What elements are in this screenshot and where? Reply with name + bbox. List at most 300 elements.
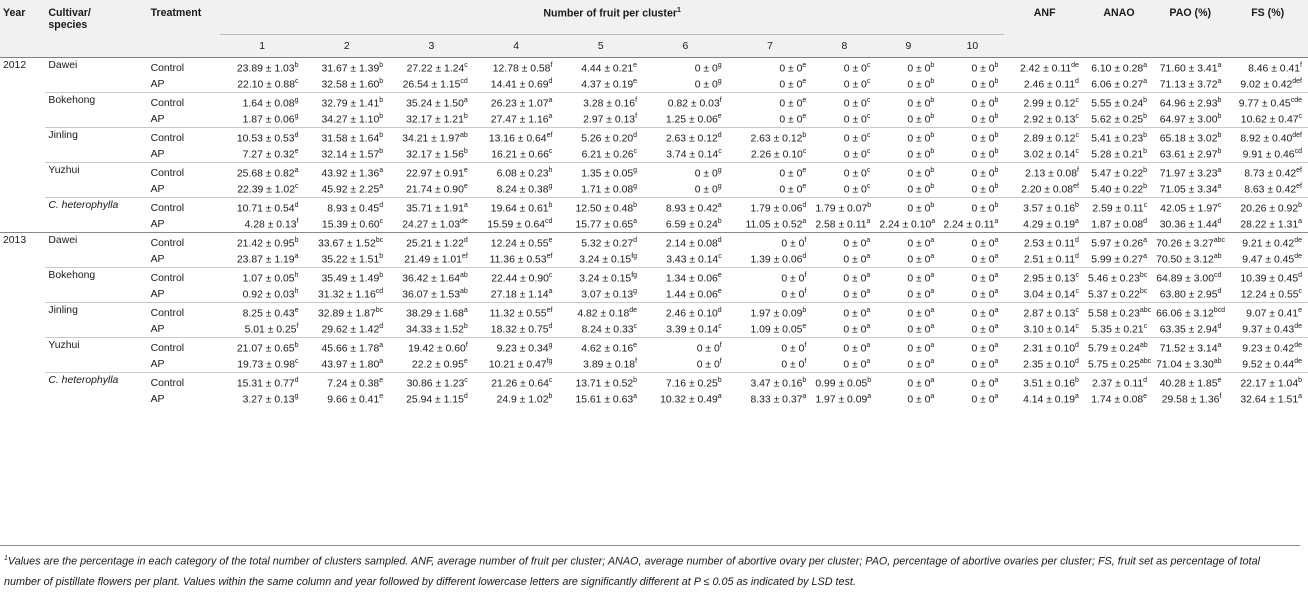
significance-letter: c (548, 271, 553, 279)
value-cell (1085, 111, 1153, 128)
significance-letter: b (379, 61, 384, 69)
value-cell (940, 356, 1004, 373)
significance-letter: f (296, 322, 299, 330)
value-cell (474, 233, 559, 252)
significance-letter: a (379, 341, 384, 349)
value-cell (1004, 93, 1085, 112)
significance-letter: a (1298, 392, 1302, 400)
significance-letter: d (379, 322, 384, 330)
value-text: 0 ± 0 (843, 238, 867, 250)
value-text: 2.13 ± 0.08 (1025, 168, 1077, 180)
value-cell (558, 216, 643, 233)
value-text: 2.87 ± 0.13 (1023, 308, 1076, 320)
value-cell (1085, 391, 1153, 407)
header-cultivar (45, 0, 147, 35)
significance-letter: c (1075, 271, 1079, 279)
value-cell (876, 93, 940, 112)
significance-letter: a (1143, 61, 1148, 69)
treatment-cell: Control (148, 128, 220, 147)
significance-letter: a (930, 287, 935, 295)
value-text: 22.97 ± 0.91 (406, 168, 464, 180)
value-cell (474, 58, 559, 77)
significance-letter: ef (546, 131, 553, 139)
treatment-cell: Control (148, 338, 220, 357)
value-cell (643, 76, 728, 93)
significance-letter: c (866, 147, 871, 155)
significance-letter: e (633, 341, 638, 349)
value-cell (876, 76, 940, 93)
value-cell (643, 128, 728, 147)
significance-letter: e (802, 96, 807, 104)
significance-letter: f (635, 96, 638, 104)
value-cell (876, 198, 940, 217)
significance-letter: g (717, 77, 722, 85)
significance-letter: a (379, 357, 384, 365)
significance-letter: b (802, 376, 807, 384)
value-text: 1.87 ± 0.08 (1091, 219, 1144, 231)
value-cell (876, 163, 940, 182)
value-cell (1153, 146, 1227, 163)
value-text: 3.43 ± 0.14 (666, 254, 719, 266)
value-cell (728, 163, 813, 182)
value-text: 12.24 ± 0.55 (1240, 289, 1299, 301)
significance-letter: g (548, 182, 553, 190)
significance-letter: d (802, 252, 807, 260)
value-cell (1227, 303, 1308, 322)
value-cell (389, 163, 474, 182)
significance-letter: b (994, 96, 999, 104)
value-text: 63.35 ± 2.94 (1159, 324, 1218, 336)
footnote-text: Values are the percentage in each category of the total number of clusters sampled. ANF, average number of fruit per cluster; ANAO, average number of abortive ovary per cluster; PAO, percentage of abortive ovaries per cluster; FS, fruit set as percentage of total number of pistillate flowers per plant. Values within the same column and year followed by different lowercase letters are significantly different at P ≤ 0.05 as indicated by LSD test. (4, 555, 1260, 588)
significance-letter: a (379, 182, 384, 190)
value-cell (643, 93, 728, 112)
significance-letter: a (930, 306, 935, 314)
significance-letter: c (866, 112, 871, 120)
value-cell (1227, 356, 1308, 373)
value-text: 0 ± 0 (907, 273, 931, 285)
significance-letter: f (1300, 61, 1302, 69)
significance-letter: b (1217, 131, 1222, 139)
significance-letter: c (1075, 96, 1079, 104)
value-text: 15.31 ± 0.77 (236, 378, 295, 390)
significance-letter: c (294, 77, 299, 85)
table-body (0, 58, 1308, 408)
value-text: 40.28 ± 1.85 (1159, 378, 1218, 390)
value-text: 0 ± 0 (907, 289, 931, 301)
value-cell (643, 111, 728, 128)
value-cell (728, 181, 813, 198)
significance-letter: c (294, 182, 299, 190)
significance-letter: b (1143, 112, 1148, 120)
significance-letter: d (1075, 357, 1079, 365)
value-cell (1227, 338, 1308, 357)
value-cell (1085, 373, 1153, 392)
value-text: 71.13 ± 3.72 (1159, 79, 1218, 91)
value-cell (558, 93, 643, 112)
value-cell (1004, 181, 1085, 198)
header-fruit-per-cluster-label: Number of fruit per cluster (543, 7, 677, 20)
significance-letter: c (464, 61, 468, 69)
significance-letter: d (633, 236, 638, 244)
treatment-cell: Control (148, 268, 220, 287)
value-cell (1004, 251, 1085, 268)
significance-letter: cd (545, 217, 553, 225)
treatment-cell: Control (148, 233, 220, 252)
value-text: 21.74 ± 0.90 (406, 184, 464, 196)
value-text: 0 ± 0 (971, 149, 995, 161)
value-cell (1153, 93, 1227, 112)
significance-letter: a (930, 376, 935, 384)
cluster-number-2: 2 (304, 35, 389, 58)
value-text: 0 ± 0 (843, 98, 867, 110)
value-cell (643, 391, 728, 407)
value-cell (389, 58, 474, 77)
table-row (0, 146, 1308, 163)
value-text: 0 ± 0 (781, 343, 805, 355)
value-text: 8.73 ± 0.42 (1244, 168, 1297, 180)
value-text: 0 ± 0 (781, 359, 805, 371)
significance-letter: b (717, 376, 722, 384)
value-text: 5.41 ± 0.23 (1091, 133, 1144, 145)
value-text: 22.17 ± 1.04 (1240, 378, 1299, 390)
value-text: 9.02 ± 0.42 (1240, 79, 1293, 91)
value-cell (1153, 111, 1227, 128)
value-cell (728, 356, 813, 373)
value-text: 6.08 ± 0.23 (496, 168, 549, 180)
significance-letter: a (802, 392, 807, 400)
value-cell (220, 58, 305, 77)
significance-letter: f (465, 341, 468, 349)
value-text: 0 ± 0 (971, 378, 995, 390)
value-cell (474, 338, 559, 357)
significance-letter: b (1075, 376, 1079, 384)
value-cell (940, 163, 1004, 182)
significance-letter: g (633, 287, 638, 295)
value-text: 0 ± 0 (781, 289, 805, 301)
significance-letter: b (802, 306, 807, 314)
value-text: 5.37 ± 0.22 (1087, 289, 1140, 301)
significance-letter: b (1217, 112, 1222, 120)
significance-letter: de (629, 306, 638, 314)
value-cell (728, 268, 813, 287)
header-species-label: species (48, 19, 88, 31)
treatment-cell: Control (150, 62, 185, 74)
value-text: 4.44 ± 0.21 (581, 63, 634, 75)
significance-letter: a (994, 392, 999, 400)
value-cell (389, 93, 474, 112)
value-cell (1153, 251, 1227, 268)
significance-letter: e (802, 61, 807, 69)
value-text: 0 ± 0 (907, 394, 931, 406)
significance-letter: cde (1290, 96, 1302, 104)
value-cell (876, 128, 940, 147)
value-text: 11.32 ± 0.55 (489, 308, 547, 320)
header-fs: FS (%) (1227, 0, 1308, 35)
significance-letter: b (930, 147, 935, 155)
significance-letter: fg (631, 252, 638, 260)
significance-letter: e (802, 77, 807, 85)
value-text: 0 ± 0 (971, 289, 995, 301)
value-cell (1085, 181, 1153, 198)
significance-letter: f (635, 357, 638, 365)
value-text: 0.99 ± 0.05 (815, 378, 868, 390)
value-text: 8.63 ± 0.42 (1244, 184, 1297, 196)
significance-letter: b (294, 236, 299, 244)
significance-letter: c (718, 147, 722, 155)
value-text: 19.64 ± 0.61 (490, 203, 549, 215)
cultivar-cell: Jinling (45, 303, 147, 338)
significance-letter: a (802, 217, 807, 225)
value-text: 1.79 ± 0.06 (750, 203, 803, 215)
significance-letter: b (294, 341, 299, 349)
value-text: 2.24 ± 0.11 (943, 219, 995, 231)
significance-letter: d (717, 236, 722, 244)
value-text: 32.17 ± 1.21 (406, 114, 464, 126)
significance-letter: b (633, 376, 638, 384)
value-text: 34.33 ± 1.52 (406, 324, 464, 336)
table-row (0, 198, 1308, 217)
cluster-number-9: 9 (876, 35, 940, 58)
significance-letter: d (294, 376, 299, 384)
significance-letter: de (1294, 341, 1302, 349)
value-text: 9.37 ± 0.43 (1242, 324, 1295, 336)
value-cell (558, 58, 643, 77)
value-cell (728, 76, 813, 93)
value-text: 1.34 ± 0.06 (665, 273, 718, 285)
value-cell (474, 268, 559, 287)
significance-letter: c (866, 131, 871, 139)
value-cell (1153, 216, 1227, 233)
value-text: 10.21 ± 0.47 (488, 359, 547, 371)
significance-letter: a (463, 96, 468, 104)
significance-letter: c (866, 182, 871, 190)
significance-letter: b (930, 96, 935, 104)
value-text: 2.99 ± 0.12 (1023, 98, 1076, 110)
significance-letter: fg (546, 357, 553, 365)
table-row (0, 356, 1308, 373)
value-text: 12.50 ± 0.48 (575, 203, 634, 215)
value-cell (1153, 356, 1227, 373)
value-cell (1085, 128, 1153, 147)
significance-letter: b (994, 201, 999, 209)
value-text: 5.28 ± 0.21 (1091, 149, 1144, 161)
significance-letter: a (930, 357, 935, 365)
value-cell (876, 338, 940, 357)
value-cell (558, 373, 643, 392)
value-cell (1153, 391, 1227, 407)
value-cell (558, 268, 643, 287)
value-text: 15.77 ± 0.65 (575, 219, 634, 231)
significance-letter: a (866, 306, 871, 314)
significance-letter: c (1075, 112, 1079, 120)
value-cell (812, 216, 876, 233)
value-text: 16.21 ± 0.66 (491, 149, 549, 161)
value-text: 15.59 ± 0.64 (487, 219, 545, 231)
value-cell (940, 338, 1004, 357)
significance-letter: abc (1213, 236, 1226, 244)
significance-letter: g (294, 392, 299, 400)
value-cell (812, 181, 876, 198)
value-text: 4.37 ± 0.19 (581, 79, 634, 91)
value-text: 2.63 ± 0.12 (665, 133, 718, 145)
value-cell (304, 356, 389, 373)
value-cell (474, 216, 559, 233)
value-cell (1004, 128, 1085, 147)
significance-letter: b (379, 147, 384, 155)
significance-letter: b (633, 201, 638, 209)
value-text: 32.79 ± 1.41 (321, 98, 380, 110)
significance-letter: b (867, 376, 872, 384)
significance-letter: ab (459, 271, 468, 279)
value-cell (876, 373, 940, 392)
value-cell (558, 128, 643, 147)
significance-letter: e (717, 112, 722, 120)
significance-letter: c (379, 217, 384, 225)
value-cell (389, 111, 474, 128)
significance-letter: a (994, 252, 999, 260)
value-cell (728, 146, 813, 163)
value-text: 0 ± 0 (781, 238, 805, 250)
value-cell (1004, 338, 1085, 357)
value-text: 31.32 ± 1.16 (318, 289, 376, 301)
significance-letter: b (994, 147, 999, 155)
value-cell (304, 391, 389, 407)
significance-letter: a (548, 287, 553, 295)
cultivar-cell: Bokehong (45, 268, 147, 303)
value-cell (558, 321, 643, 338)
value-text: 25.68 ± 0.82 (236, 168, 295, 180)
value-cell (643, 146, 728, 163)
significance-letter: abc (1139, 357, 1152, 365)
significance-letter: a (867, 392, 872, 400)
value-text: 21.26 ± 0.64 (491, 378, 549, 390)
value-text: 12.24 ± 0.55 (490, 238, 549, 250)
value-cell (389, 251, 474, 268)
value-cell (1004, 268, 1085, 287)
value-cell (474, 76, 559, 93)
value-text: 2.97 ± 0.13 (583, 114, 636, 126)
value-cell (1227, 216, 1308, 233)
value-cell (1004, 216, 1085, 233)
significance-letter: cd (1213, 271, 1222, 279)
value-text: 0 ± 0 (971, 203, 995, 215)
value-text: 24.9 ± 1.02 (496, 394, 549, 406)
value-cell (1004, 111, 1085, 128)
header-anao: ANAO (1085, 0, 1153, 35)
significance-letter: c (866, 61, 871, 69)
value-text: 2.92 ± 0.13 (1023, 114, 1076, 126)
value-cell (304, 146, 389, 163)
significance-letter: a (633, 217, 638, 225)
value-text: 0 ± 0 (907, 324, 931, 336)
significance-letter: d (1143, 217, 1148, 225)
significance-letter: d (548, 77, 553, 85)
significance-letter: b (1143, 96, 1148, 104)
significance-letter: a (1217, 166, 1222, 174)
value-cell (1085, 268, 1153, 287)
value-cell (558, 163, 643, 182)
significance-letter: a (930, 236, 935, 244)
value-text: 0 ± 0 (971, 394, 995, 406)
value-cell (220, 356, 305, 373)
table-row (0, 251, 1308, 268)
value-cell (474, 373, 559, 392)
value-text: 1.97 ± 0.09 (750, 308, 803, 320)
value-text: 0 ± 0 (696, 359, 720, 371)
value-cell (1153, 373, 1227, 392)
value-cell (812, 268, 876, 287)
value-text: 5.58 ± 0.23 (1087, 308, 1140, 320)
value-cell (1227, 251, 1308, 268)
value-text: 22.39 ± 1.02 (237, 184, 295, 196)
value-cell (304, 268, 389, 287)
value-text: 38.29 ± 1.68 (406, 308, 464, 320)
value-text: 71.04 ± 3.30 (1156, 359, 1214, 371)
value-cell (940, 216, 1004, 233)
table-row (0, 303, 1308, 322)
significance-letter: d (463, 392, 468, 400)
value-cell (474, 286, 559, 303)
value-cell (304, 128, 389, 147)
value-text: 32.58 ± 1.60 (321, 79, 380, 91)
cultivar-cell: Jinling (45, 128, 147, 163)
value-cell (812, 58, 876, 77)
value-cell (304, 233, 389, 252)
value-cell (940, 373, 1004, 392)
value-cell (728, 303, 813, 322)
significance-letter: b (1143, 182, 1148, 190)
value-cell (389, 146, 474, 163)
value-cell (304, 111, 389, 128)
value-text: 3.47 ± 0.16 (750, 378, 803, 390)
significance-letter: a (717, 392, 722, 400)
value-cell (643, 58, 728, 77)
significance-letter: d (717, 131, 722, 139)
significance-letter: a (994, 217, 999, 225)
value-cell (876, 391, 940, 407)
header-pao: PAO (%) (1153, 0, 1227, 35)
significance-letter: b (379, 252, 384, 260)
value-text: 70.26 ± 3.27 (1156, 238, 1214, 250)
significance-letter: a (1217, 61, 1222, 69)
value-cell (812, 356, 876, 373)
value-cell (643, 233, 728, 252)
value-cell (876, 216, 940, 233)
value-text: 21.07 ± 0.65 (236, 343, 295, 355)
value-cell (876, 251, 940, 268)
value-text: 2.37 ± 0.11 (1092, 378, 1144, 390)
table-row (0, 111, 1308, 128)
value-text: 25.21 ± 1.22 (406, 238, 464, 250)
significance-letter: d (1217, 287, 1222, 295)
value-text: 3.10 ± 0.14 (1023, 324, 1076, 336)
header-cultivar-label: Cultivar/ (48, 7, 91, 19)
value-text: 30.36 ± 1.44 (1159, 219, 1218, 231)
value-text: 66.06 ± 3.12 (1156, 308, 1214, 320)
cluster-number-4: 4 (474, 35, 559, 58)
value-text: 0 ± 0 (971, 273, 995, 285)
value-cell (558, 146, 643, 163)
value-cell (812, 198, 876, 217)
value-text: 71.97 ± 3.23 (1159, 168, 1218, 180)
significance-letter: a (930, 252, 935, 260)
treatment-cell: AP (150, 218, 165, 230)
value-cell (876, 146, 940, 163)
significance-letter: a (866, 252, 871, 260)
treatment-cell: AP (150, 358, 165, 370)
value-cell (728, 198, 813, 217)
significance-letter: fg (631, 271, 638, 279)
